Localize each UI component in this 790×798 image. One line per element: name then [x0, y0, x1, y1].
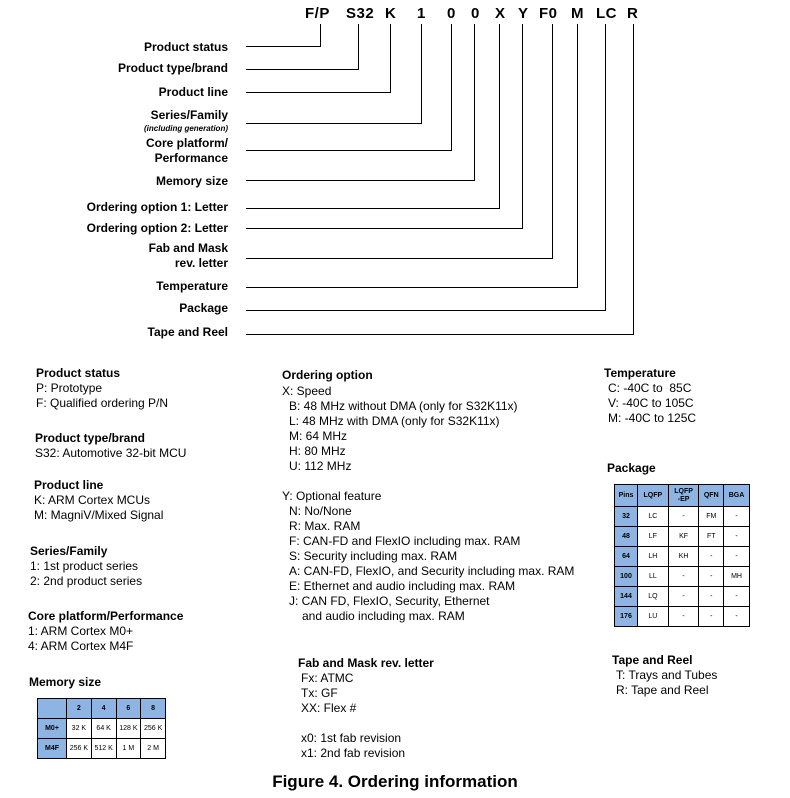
- section-title: Product status: [36, 366, 121, 380]
- code-char: LC: [596, 5, 617, 22]
- section-line: x0: 1st fab revision: [301, 731, 402, 745]
- table-cell: 256 K: [67, 739, 92, 759]
- section-line: S32: Automotive 32-bit MCU: [35, 446, 187, 460]
- table-cell: 176: [615, 607, 638, 627]
- package-section: [607, 461, 656, 476]
- connector: [421, 24, 422, 124]
- section-title: Core platform/Performance: [28, 609, 184, 623]
- label-fab-mask-rev: rev. letter: [174, 256, 228, 270]
- connector: [633, 24, 634, 335]
- table-cell: FM: [699, 507, 724, 527]
- code-char: 1: [417, 5, 426, 22]
- label-tape-reel: Tape and Reel: [147, 325, 228, 339]
- table-row: [38, 699, 166, 719]
- section-title: Memory size: [29, 675, 102, 689]
- connector: [474, 24, 475, 181]
- table-cell: M4F: [38, 739, 67, 759]
- table-cell: LC: [638, 507, 669, 527]
- table-cell: -: [668, 507, 699, 527]
- section-line: V: -40C to 105C: [608, 396, 694, 410]
- feature-line: and audio including max. RAM: [302, 609, 465, 623]
- section-title: Fab and Mask rev. letter: [298, 656, 434, 670]
- table-cell: 100: [615, 567, 638, 587]
- label-series-note: (including generation): [144, 124, 228, 133]
- table-row: [38, 739, 166, 759]
- feature-line: A: CAN-FD, FlexIO, and Security including max. RAM: [289, 564, 575, 578]
- table-cell: LH: [638, 547, 669, 567]
- label-memory-size: Memory size: [155, 174, 228, 188]
- section-line: 4: ARM Cortex M4F: [28, 639, 134, 653]
- table-row: [615, 547, 750, 567]
- section-title: Series/Family: [30, 544, 108, 558]
- connector: [246, 69, 359, 70]
- table-cell: 6: [116, 699, 141, 719]
- memory-size-section: [29, 675, 101, 690]
- table-cell: LU: [638, 607, 669, 627]
- table-cell: BGA: [724, 485, 750, 507]
- series-family-section: [30, 544, 142, 589]
- connector: [246, 150, 452, 151]
- core-platform-section: [28, 609, 183, 654]
- table-row: [38, 719, 166, 739]
- connector: [246, 228, 523, 229]
- table-cell: QFN: [699, 485, 724, 507]
- code-char: Y: [518, 5, 529, 22]
- table-row: [615, 607, 750, 627]
- feature-title: Y: Optional feature: [282, 489, 382, 503]
- code-char: M: [571, 5, 584, 22]
- label-product-status: Product status: [143, 40, 228, 54]
- connector: [246, 123, 422, 124]
- speed-title: X: Speed: [282, 384, 332, 398]
- connector: [246, 334, 634, 335]
- label-product-line: Product line: [158, 85, 228, 99]
- ordering-option-section: [282, 368, 574, 624]
- table-cell: LL: [638, 567, 669, 587]
- product-status-section: [36, 366, 168, 411]
- table-cell: 32: [615, 507, 638, 527]
- table-cell: Pins: [615, 485, 638, 507]
- section-title: Package: [607, 461, 656, 475]
- table-cell: LF: [638, 527, 669, 547]
- section-title: Tape and Reel: [612, 653, 693, 667]
- label-core-platform: Core platform/: [145, 136, 228, 150]
- connector: [246, 287, 578, 288]
- section-line: P: Prototype: [36, 381, 103, 395]
- table-cell: M0+: [38, 719, 67, 739]
- table-cell: LQ: [638, 587, 669, 607]
- section-line: K: ARM Cortex MCUs: [34, 493, 151, 507]
- section-title: Product type/brand: [35, 431, 146, 445]
- table-cell: MH: [724, 567, 750, 587]
- section-title: Product line: [34, 478, 104, 492]
- table-cell: -: [724, 587, 750, 607]
- table-cell: -: [699, 587, 724, 607]
- speed-line: L: 48 MHz with DMA (only for S32K11x): [289, 414, 500, 428]
- memory-size-table: [37, 698, 166, 759]
- table-cell: 48: [615, 527, 638, 547]
- table-cell: 64 K: [91, 719, 116, 739]
- table-cell: 32 K: [67, 719, 92, 739]
- section-line: M: -40C to 125C: [608, 411, 697, 425]
- connector: [552, 24, 553, 259]
- connector: [246, 92, 391, 93]
- package-table: [614, 484, 750, 627]
- table-cell: -: [724, 527, 750, 547]
- connector: [358, 24, 359, 70]
- table-cell: 144: [615, 587, 638, 607]
- connector: [246, 258, 553, 259]
- table-cell: -: [699, 567, 724, 587]
- code-char: 0: [447, 5, 456, 22]
- table-cell: KH: [668, 547, 699, 567]
- feature-line: S: Security including max. RAM: [289, 549, 458, 563]
- table-cell: 512 K: [91, 739, 116, 759]
- section-line: C: -40C to 85C: [608, 381, 692, 395]
- section-line: 1: 1st product series: [30, 559, 139, 573]
- table-row: [615, 587, 750, 607]
- section-line: x1: 2nd fab revision: [301, 746, 406, 760]
- feature-line: N: No/None: [289, 504, 352, 518]
- table-row: [615, 507, 750, 527]
- fab-mask-section: [298, 656, 434, 761]
- section-line: 2: 2nd product series: [30, 574, 143, 588]
- section-line: XX: Flex #: [301, 701, 357, 715]
- figure-caption: Figure 4. Ordering information: [272, 772, 518, 791]
- section-line: 1: ARM Cortex M0+: [28, 624, 134, 638]
- speed-line: H: 80 MHz: [289, 444, 346, 458]
- section-line: Fx: ATMC: [301, 671, 354, 685]
- label-fab-mask: Fab and Mask: [148, 241, 228, 255]
- code-char: F/P: [305, 5, 330, 22]
- product-line-section: [34, 478, 163, 523]
- section-line: F: Qualified ordering P/N: [36, 396, 169, 410]
- connector: [246, 180, 475, 181]
- code-char: K: [385, 5, 397, 22]
- table-cell: [38, 699, 67, 719]
- table-cell: 128 K: [116, 719, 141, 739]
- temperature-section: [604, 366, 696, 426]
- table-cell: -: [668, 587, 699, 607]
- section-title: Temperature: [604, 366, 676, 380]
- table-cell: -: [699, 607, 724, 627]
- table-cell: -: [699, 547, 724, 567]
- section-line: T: Trays and Tubes: [616, 668, 718, 682]
- table-cell: 4: [91, 699, 116, 719]
- connector: [451, 24, 452, 151]
- table-row: [615, 567, 750, 587]
- table-cell: LQFP -EP: [668, 485, 699, 507]
- label-ordering-option-2: Ordering option 2: Letter: [86, 221, 228, 235]
- feature-line: J: CAN FD, FlexIO, Security, Ethernet: [289, 594, 490, 608]
- feature-line: R: Max. RAM: [289, 519, 361, 533]
- connector: [246, 310, 606, 311]
- label-product-type: Product type/brand: [117, 61, 228, 75]
- label-series-family: Series/Family: [150, 108, 228, 122]
- table-cell: 256 K: [141, 719, 166, 739]
- table-row: [615, 527, 750, 547]
- connector: [390, 24, 391, 93]
- section-line: M: MagniV/Mixed Signal: [34, 508, 164, 522]
- connector: [605, 24, 606, 311]
- label-core-performance: Performance: [154, 151, 228, 165]
- table-cell: 8: [141, 699, 166, 719]
- label-ordering-option-1: Ordering option 1: Letter: [86, 200, 228, 214]
- table-cell: 64: [615, 547, 638, 567]
- speed-line: U: 112 MHz: [289, 459, 352, 473]
- table-cell: FT: [699, 527, 724, 547]
- code-char: X: [495, 5, 506, 22]
- code-char: S32: [346, 5, 375, 22]
- connector: [320, 24, 321, 47]
- feature-line: E: Ethernet and audio including max. RAM: [289, 579, 516, 593]
- connector: [246, 208, 500, 209]
- code-char: 0: [471, 5, 480, 22]
- speed-line: B: 48 MHz without DMA (only for S32K11x): [289, 399, 518, 413]
- table-cell: -: [724, 607, 750, 627]
- table-cell: KF: [668, 527, 699, 547]
- label-temperature: Temperature: [156, 279, 228, 293]
- section-line: R: Tape and Reel: [616, 683, 709, 697]
- code-char: R: [627, 5, 639, 22]
- connector: [246, 46, 321, 47]
- table-cell: -: [724, 507, 750, 527]
- section-line: Tx: GF: [301, 686, 338, 700]
- label-package: Package: [179, 301, 228, 315]
- table-cell: -: [668, 567, 699, 587]
- table-cell: 2: [67, 699, 92, 719]
- feature-line: F: CAN-FD and FlexIO including max. RAM: [289, 534, 521, 548]
- section-title: Ordering option: [282, 368, 373, 382]
- table-row: [615, 485, 750, 507]
- speed-line: M: 64 MHz: [289, 429, 348, 443]
- table-cell: -: [724, 547, 750, 567]
- table-cell: LQFP: [638, 485, 669, 507]
- table-cell: 2 M: [141, 739, 166, 759]
- connector: [499, 24, 500, 209]
- connector: [522, 24, 523, 229]
- table-cell: -: [668, 607, 699, 627]
- tape-reel-section: [612, 653, 717, 698]
- connector: [577, 24, 578, 288]
- table-cell: 1 M: [116, 739, 141, 759]
- code-char: F0: [539, 5, 558, 22]
- product-type-section: [35, 431, 186, 461]
